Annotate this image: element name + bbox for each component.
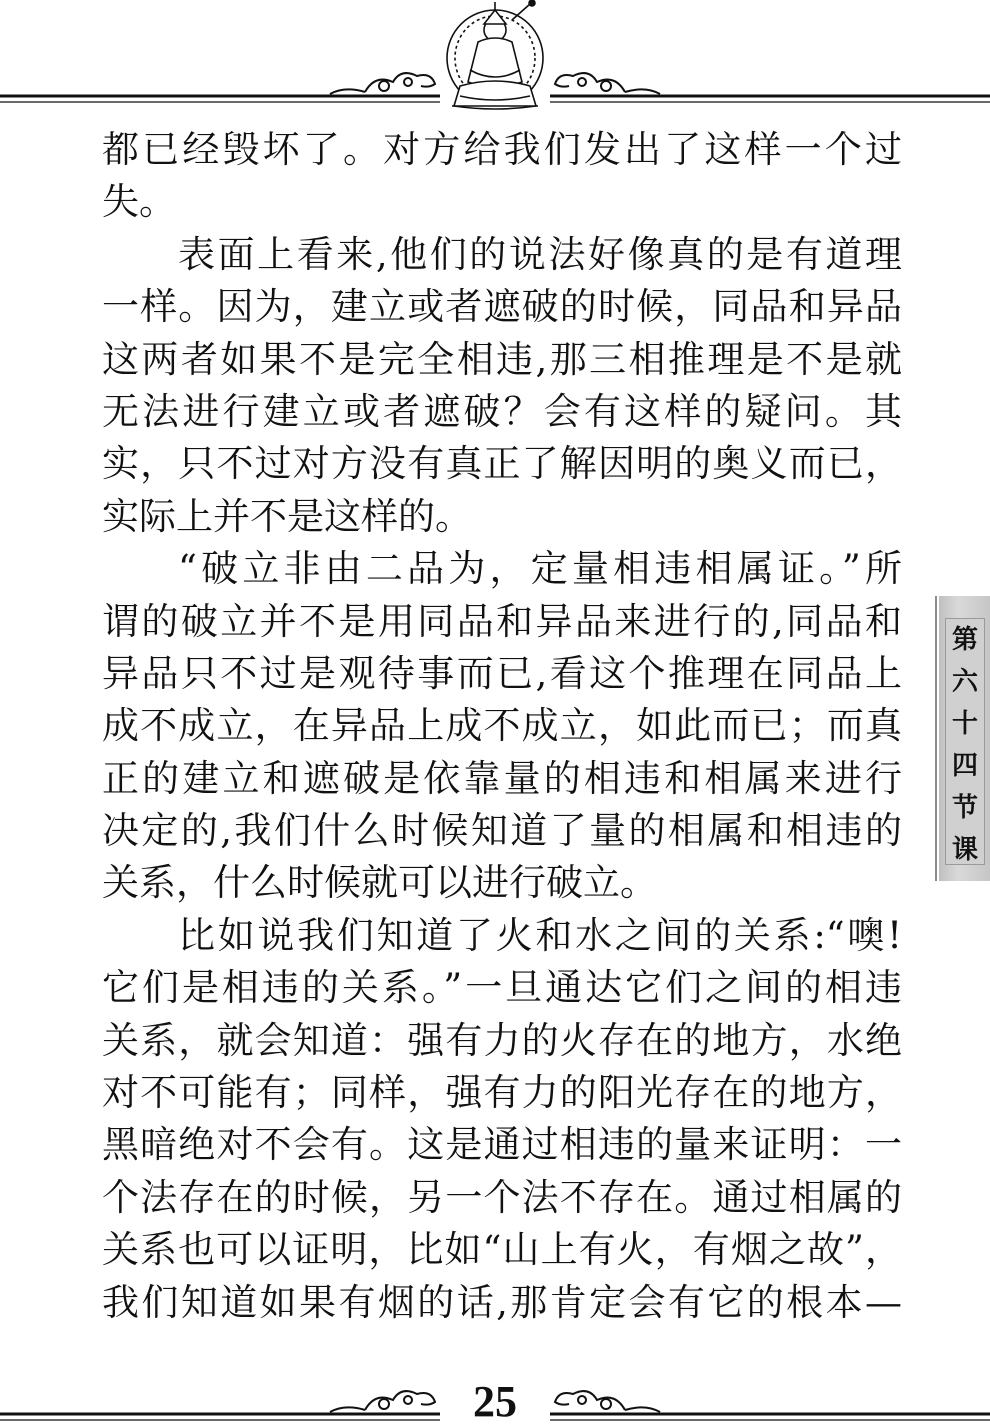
footer-cloud-right-icon	[555, 1391, 660, 1412]
text-line: 失。	[102, 180, 176, 224]
chapter-side-tab	[935, 596, 990, 881]
text-line: 决定的,我们什么时候知道了量的相属和相违的	[102, 809, 902, 853]
text-line: 谓的破立并不是用同品和异品来进行的,同品和	[102, 599, 902, 643]
text-line: 关系也可以证明，比如“山上有火，有烟之故”，	[102, 1228, 902, 1272]
chapter-tab-char: 课	[951, 835, 978, 865]
chapter-tab-label	[945, 618, 985, 865]
cloud-scroll-left-icon	[330, 73, 435, 94]
cloud-scroll-right-icon	[555, 73, 660, 94]
page-header	[0, 0, 990, 120]
text-line: 它们是相违的关系。”一旦通达它们之间的相违	[102, 966, 902, 1010]
chapter-tab-char: 四	[951, 751, 978, 781]
chapter-tab-char: 第	[951, 625, 978, 655]
text-line: 异品只不过是观待事而已,看这个推理在同品上	[102, 651, 902, 695]
text-line: 成不成立，在异品上成不成立，如此而已；而真	[102, 704, 902, 748]
text-line: 正的建立和遮破是依靠量的相违和相属来进行	[102, 756, 902, 800]
text-line: 我们知道如果有烟的话,那肯定会有它的根本—	[102, 1280, 902, 1324]
page-number: 25	[473, 1377, 517, 1426]
body-text	[102, 124, 902, 1329]
chapter-tab-char: 节	[951, 793, 978, 823]
text-line: 一样。因为，建立或者遮破的时候，同品和异品	[102, 285, 902, 329]
text-line: 这两者如果不是完全相违,那三相推理是不是就	[102, 337, 902, 381]
text-line: 关系，什么时候就可以进行破立。	[102, 861, 657, 905]
text-line: 实，只不过对方没有真正了解因明的奥义而已，	[102, 442, 902, 486]
text-line: “破立非由二品为，定量相违相属证。”所	[178, 547, 902, 591]
chapter-tab-char: 十	[951, 709, 978, 739]
header-rule	[0, 0, 990, 120]
text-line: 无法进行建立或者遮破？会有这样的疑问。其	[102, 389, 902, 433]
footer-cloud-left-icon	[330, 1391, 435, 1412]
text-line: 个法存在的时候，另一个法不存在。通过相属的	[102, 1175, 902, 1219]
text-line: 关系，就会知道：强有力的火存在的地方，水绝	[102, 1018, 902, 1062]
text-line: 比如说我们知道了火和水之间的关系:“噢!	[178, 913, 902, 957]
text-line: 对不可能有；同样，强有力的阳光存在的地方，	[102, 1071, 902, 1115]
text-line: 表面上看来,他们的说法好像真的是有道理	[178, 232, 902, 276]
text-line: 实际上并不是这样的。	[102, 494, 472, 538]
text-line: 黑暗绝对不会有。这是通过相违的量来证明：一	[102, 1123, 902, 1167]
text-line: 都已经毁坏了。对方给我们发出了这样一个过	[102, 128, 902, 171]
chapter-tab-char: 六	[951, 667, 978, 697]
guru-figure-icon	[447, 0, 543, 109]
